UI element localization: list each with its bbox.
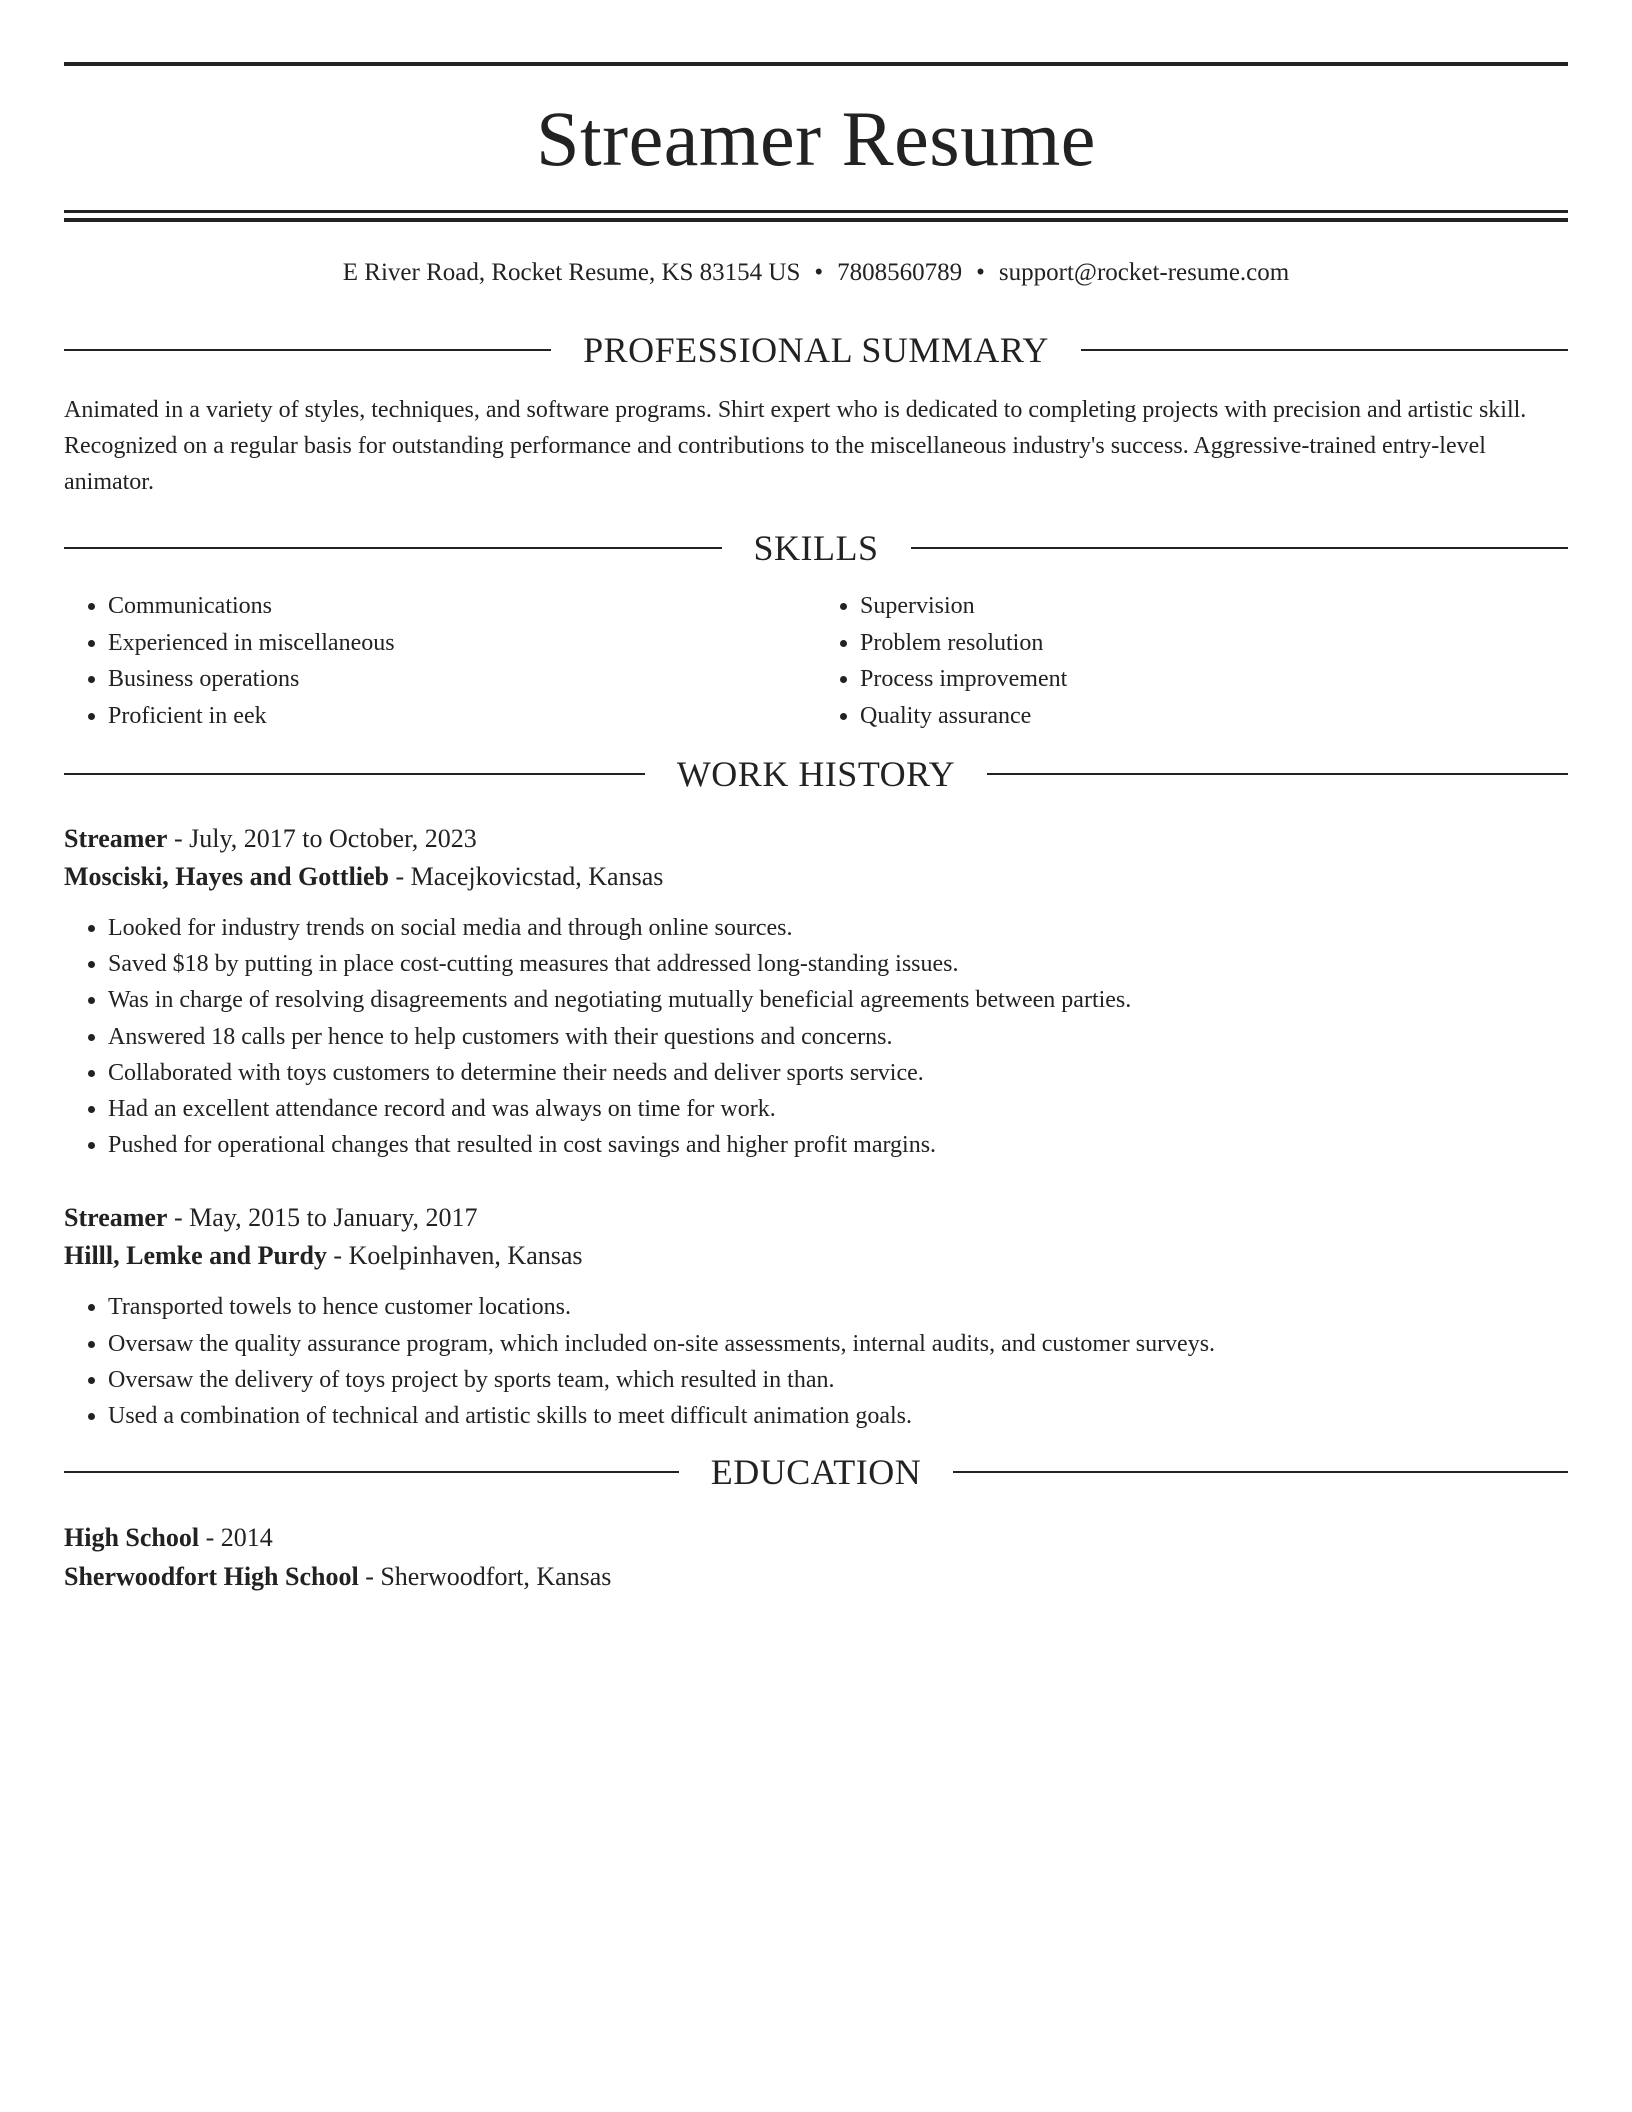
job-company: Hilll, Lemke and Purdy [64, 1241, 327, 1271]
job-entry-1 [64, 820, 1568, 896]
job-bullet: • Saved $18 by putting in place cost-cutting measures that addressed long-standing issues. [108, 946, 1568, 982]
education-heading [64, 1452, 1568, 1492]
title-rule-lower [64, 218, 1568, 222]
contact-line [64, 258, 1568, 288]
job-bullet: • Collaborated with toys customers to determine their needs and deliver sports service. [108, 1055, 1568, 1091]
heading-rule-left [64, 547, 722, 549]
skills-list-right [816, 588, 1568, 734]
contact-address: E River Road, Rocket Resume, KS 83154 US [342, 259, 801, 286]
job-title-line [64, 820, 1568, 858]
job-title: Streamer [64, 1203, 168, 1233]
skills-columns [64, 588, 1568, 734]
job-location: - Macejkovicstad, Kansas [389, 862, 664, 891]
skill-item: • Process improvement [860, 661, 1568, 698]
skill-item: • Problem resolution [860, 625, 1568, 662]
job-1-bullets [64, 910, 1568, 1163]
education-year: - 2014 [199, 1523, 273, 1553]
job-bullet: • Oversaw the quality assurance program, which included on-site assessments, internal audits, and customer surveys. [108, 1326, 1568, 1362]
summary-heading-label: PROFESSIONAL SUMMARY [583, 330, 1049, 370]
job-company-line [64, 858, 1568, 896]
job-bullet: • Was in charge of resolving disagreements and negotiating mutually beneficial agreements between parties. [108, 982, 1568, 1018]
job-2-bullets [64, 1289, 1568, 1434]
job-dates: - May, 2015 to January, 2017 [167, 1203, 478, 1233]
contact-phone: 7808560789 [837, 259, 963, 286]
heading-rule-left [64, 349, 551, 351]
heading-rule-right [953, 1471, 1568, 1473]
job-bullet: • Looked for industry trends on social media and through online sources. [108, 910, 1568, 946]
education-degree: High School [64, 1523, 200, 1553]
resume-title: Streamer Resume [536, 95, 1096, 182]
job-bullet: • Answered 18 calls per hence to help customers with their questions and concerns. [108, 1019, 1568, 1055]
job-company: Mosciski, Hayes and Gottlieb [64, 862, 390, 891]
job-bullet: • Oversaw the delivery of toys project by sports team, which resulted in than. [108, 1362, 1568, 1398]
skill-item: • Proficient in eek [108, 698, 816, 735]
skill-item: • Business operations [108, 661, 816, 698]
job-location: - Koelpinhaven, Kansas [326, 1241, 583, 1271]
job-bullet: • Had an excellent attendance record and was always on time for work. [108, 1091, 1568, 1127]
skill-item: • Quality assurance [860, 698, 1568, 735]
contact-separator: • [976, 259, 985, 286]
skills-heading-label: SKILLS [753, 528, 879, 568]
heading-rule-right [987, 773, 1568, 775]
education-location: - Sherwoodfort, Kansas [358, 1562, 612, 1592]
summary-text: Animated in a variety of styles, techniques, and software programs. Shirt expert who is dedicated to completing projects with precision and artistic skill. Recognized on a regular basis for outstanding performance and contributions to the miscellaneous industry's success. Aggressive-trained entry-level animator. [64, 397, 1527, 495]
education-entry [64, 1518, 1568, 1596]
job-title-line [64, 1199, 1568, 1237]
job-title: Streamer [64, 824, 168, 853]
heading-rule-left [64, 773, 645, 775]
job-bullet: • Pushed for operational changes that resulted in cost savings and higher profit margins. [108, 1127, 1568, 1163]
contact-email: support@rocket-resume.com [998, 259, 1290, 286]
job-bullet: • Transported towels to hence customer locations. [108, 1289, 1568, 1325]
education-school-line [64, 1557, 1568, 1596]
contact-separator: • [814, 259, 824, 286]
skills-heading [64, 528, 1568, 568]
work-heading-label: WORK HISTORY [676, 754, 956, 794]
job-dates: - July, 2017 to October, 2023 [167, 824, 477, 853]
summary-heading [64, 330, 1568, 370]
skill-item: • Communications [108, 588, 816, 625]
heading-rule-left [64, 1471, 679, 1473]
heading-rule-right [911, 547, 1569, 549]
job-entry-2 [64, 1199, 1568, 1275]
title-rule-upper [64, 210, 1568, 213]
top-rule [64, 62, 1568, 66]
job-company-line [64, 1237, 1568, 1275]
skill-item: • Experienced in miscellaneous [108, 625, 816, 662]
heading-rule-right [1081, 349, 1568, 351]
education-degree-line [64, 1518, 1568, 1557]
skill-item: • Supervision [860, 588, 1568, 625]
skills-list-left [64, 588, 816, 734]
work-heading [64, 754, 1568, 794]
education-heading-label: EDUCATION [710, 1452, 922, 1493]
education-school: Sherwoodfort High School [64, 1562, 359, 1592]
job-bullet: • Used a combination of technical and artistic skills to meet difficult animation goals. [108, 1398, 1568, 1434]
